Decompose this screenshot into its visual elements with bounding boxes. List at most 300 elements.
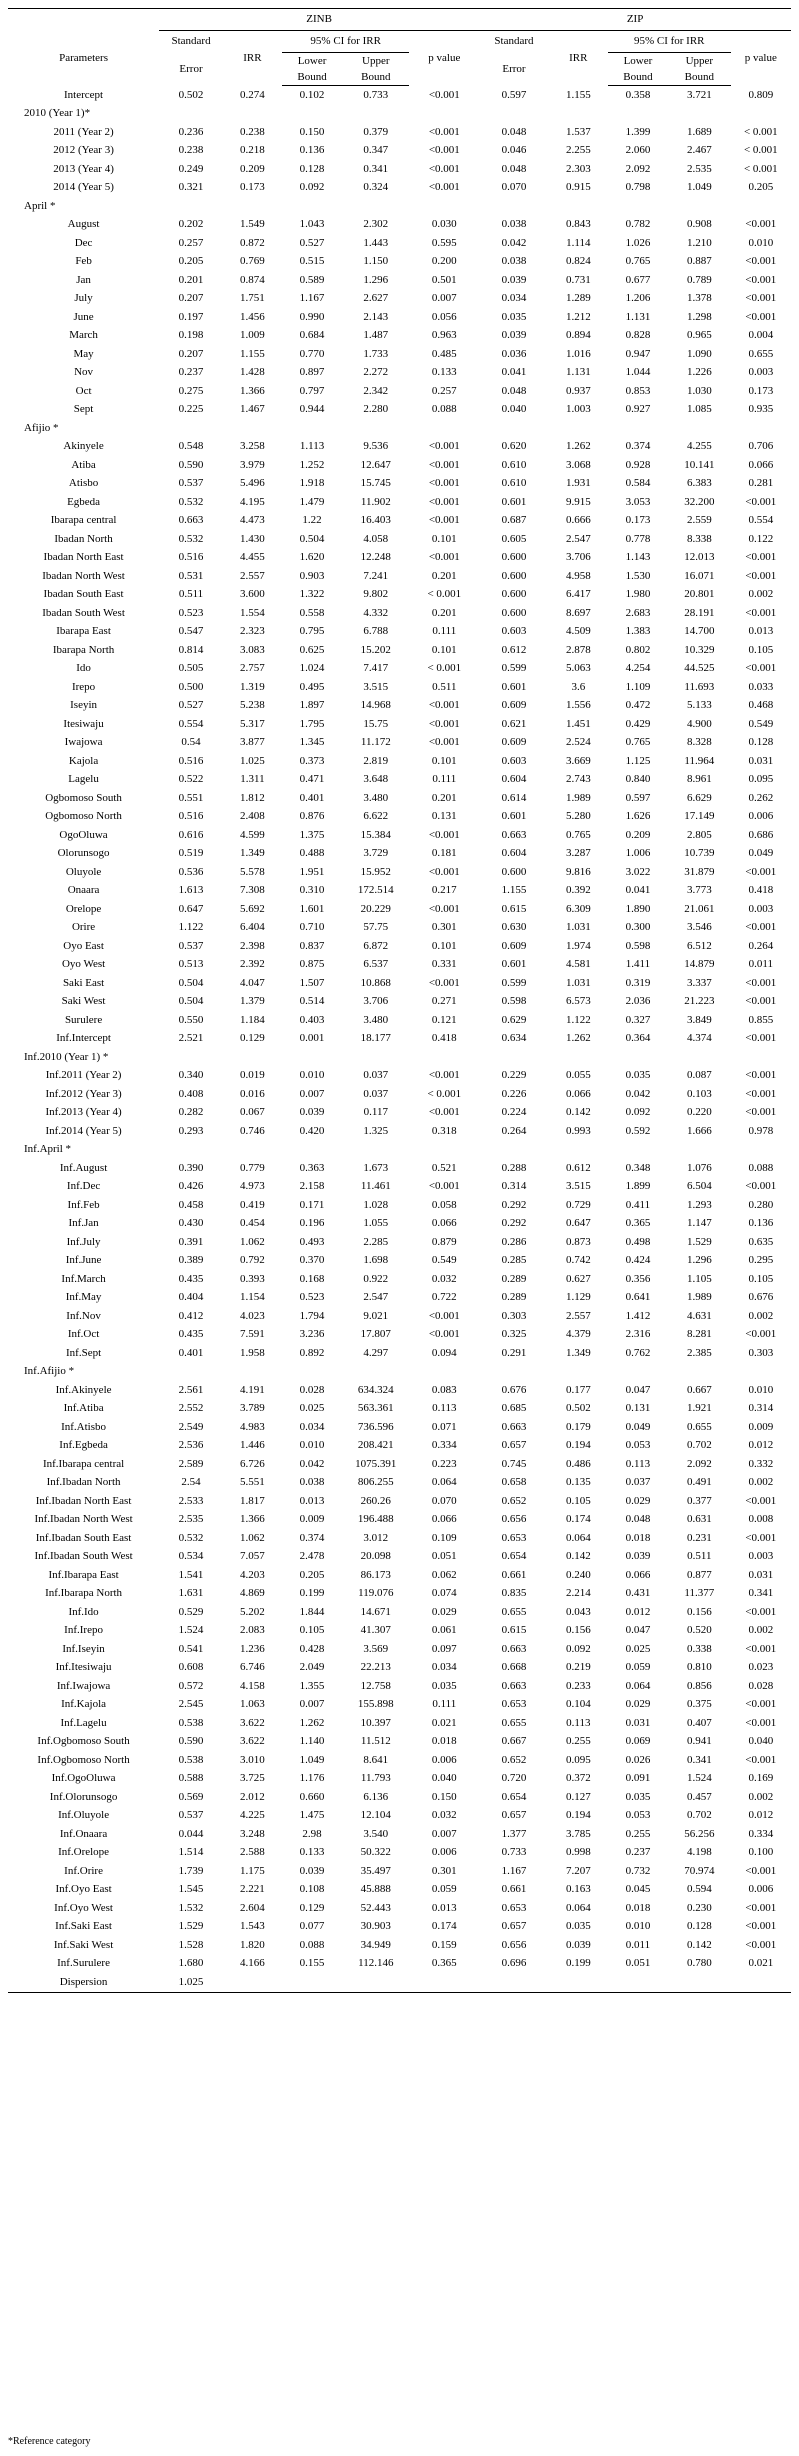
table-cell: 0.255 [625, 1827, 651, 1840]
table-cell: 0.127 [565, 1790, 591, 1803]
table-cell: 1.155 [501, 884, 527, 897]
table-cell [159, 1141, 223, 1160]
table-cell: 0.053 [625, 1439, 651, 1452]
table-cell [159, 1048, 223, 1067]
table-cell: 0.122 [748, 532, 774, 545]
table-cell: <0.001 [745, 865, 777, 878]
table-cell: 1.131 [625, 310, 651, 323]
table-cell: 1.601 [299, 902, 325, 915]
table-cell: 0.324 [363, 181, 389, 194]
table-row [8, 1474, 791, 1493]
table-cell: 0.061 [431, 1624, 457, 1637]
parameter-label: Inf.Ibadan North [46, 1476, 121, 1489]
table-cell: 0.620 [501, 440, 527, 453]
table-cell: 0.348 [625, 1161, 651, 1174]
table-cell: 0.551 [178, 791, 204, 804]
table-cell: 2.683 [625, 606, 651, 619]
parameter-label: Inf.Orelope [58, 1846, 110, 1859]
table-cell: 0.654 [501, 1550, 527, 1563]
table-cell: 5.063 [565, 662, 591, 675]
table-cell: 0.217 [431, 884, 457, 897]
table-cell: 0.318 [431, 1124, 457, 1137]
table-cell: 0.661 [501, 1883, 527, 1896]
table-cell: 2.323 [240, 625, 265, 638]
table-cell: 2.561 [178, 1383, 204, 1396]
table-cell: 4.158 [240, 1679, 265, 1692]
table-cell: 2.385 [686, 1346, 712, 1359]
table-cell: 1.289 [565, 292, 591, 305]
table-row [8, 845, 791, 864]
table-cell: 0.025 [299, 1402, 325, 1415]
table-cell: 2.743 [565, 773, 591, 786]
table-row [8, 1603, 791, 1622]
table-cell: 0.338 [686, 1642, 712, 1655]
table-cell: 0.789 [686, 273, 712, 286]
table-cell: 0.023 [748, 1661, 774, 1674]
table-cell: 0.720 [501, 1772, 527, 1785]
table-row [8, 1955, 791, 1974]
table-cell: 0.088 [299, 1938, 325, 1951]
table-row [8, 512, 791, 531]
table-cell: 1.528 [178, 1938, 204, 1951]
table-cell: 2.805 [686, 828, 712, 841]
table-cell: <0.001 [745, 292, 777, 305]
parameter-label: Egbeda [67, 495, 101, 508]
table-cell: 0.435 [178, 1328, 204, 1341]
table-row [8, 530, 791, 549]
table-cell: 2.588 [240, 1846, 265, 1859]
table-cell: 0.010 [299, 1439, 325, 1452]
table-cell: 0.301 [431, 921, 457, 934]
table-cell: 0.655 [686, 1420, 712, 1433]
results-table [8, 8, 791, 1993]
table-cell: 0.091 [625, 1772, 651, 1785]
table-cell: 112.146 [358, 1957, 394, 1970]
table-cell: 2.316 [625, 1328, 651, 1341]
table-cell: 4.332 [363, 606, 389, 619]
table-cell: 0.516 [178, 754, 204, 767]
table-cell: 0.012 [748, 1439, 774, 1452]
table-cell: 1.109 [625, 680, 651, 693]
parameter-label: Orelope [65, 902, 102, 915]
table-cell: 0.897 [299, 366, 325, 379]
table-cell: <0.001 [428, 902, 460, 915]
table-cell: 0.504 [178, 995, 204, 1008]
table-cell: 563.361 [357, 1402, 394, 1415]
table-cell: 0.531 [178, 569, 204, 582]
table-cell: 0.824 [565, 255, 591, 268]
table-row [8, 86, 791, 105]
table-cell: 1.175 [240, 1864, 265, 1877]
table-cell: 0.039 [299, 1864, 325, 1877]
table-cell: 1.812 [240, 791, 265, 804]
table-cell: 1.155 [240, 347, 265, 360]
table-cell: 0.486 [565, 1457, 591, 1470]
table-cell: 1.226 [686, 366, 712, 379]
table-cell: 1.236 [240, 1642, 265, 1655]
table-cell: 4.900 [686, 717, 712, 730]
table-row [8, 1270, 791, 1289]
table-cell: 2.285 [363, 1235, 389, 1248]
table-cell: 0.156 [565, 1624, 591, 1637]
table-cell: 0.034 [431, 1661, 457, 1674]
table-cell: 0.537 [178, 1809, 204, 1822]
table-cell: 0.347 [363, 144, 389, 157]
table-cell: 0.321 [178, 181, 204, 194]
table-cell: 0.375 [686, 1698, 712, 1711]
table-cell: 0.389 [178, 1254, 204, 1267]
table-cell: 1.009 [240, 329, 265, 342]
table-cell: 0.502 [565, 1402, 591, 1415]
table-cell: 2.536 [178, 1439, 204, 1452]
table-header [8, 9, 791, 86]
table-row [8, 1529, 791, 1548]
table-cell: 0.205 [178, 255, 204, 268]
table-cell [342, 1363, 409, 1382]
table-cell: 0.194 [565, 1439, 591, 1452]
table-cell: 0.048 [625, 1513, 651, 1526]
table-cell: 0.516 [178, 810, 204, 823]
table-cell: 0.537 [178, 477, 204, 490]
table-cell [342, 1141, 409, 1160]
table-cell: 0.855 [748, 1013, 774, 1026]
table-cell: 1.487 [363, 329, 389, 342]
table-row [8, 586, 791, 605]
table-cell: 4.203 [240, 1568, 265, 1581]
table-cell: 0.663 [501, 1642, 527, 1655]
table-cell: 1.025 [159, 1973, 223, 1992]
table-cell: 0.048 [501, 384, 527, 397]
table-cell: 0.978 [748, 1124, 774, 1137]
table-cell: 11.377 [684, 1587, 715, 1600]
table-cell: <0.001 [745, 1753, 777, 1766]
parameter-label: Inf.Onaara [59, 1827, 108, 1840]
table-cell: 0.810 [686, 1661, 712, 1674]
table-cell: 0.653 [501, 1698, 527, 1711]
parameter-label: Sept [73, 403, 94, 416]
table-cell: 0.173 [625, 514, 651, 527]
table-cell: 3.053 [625, 495, 651, 508]
table-cell: 0.374 [625, 440, 651, 453]
table-cell: 0.046 [501, 144, 527, 157]
table-cell: 0.026 [625, 1753, 651, 1766]
table-cell: < 0.001 [743, 162, 778, 175]
table-cell: <0.001 [745, 921, 777, 934]
table-row [8, 1381, 791, 1400]
zinb-lower-heading: Lower [297, 54, 327, 67]
table-cell: <0.001 [428, 865, 460, 878]
table-cell: 0.100 [748, 1846, 774, 1859]
table-cell: < 0.001 [427, 662, 462, 675]
table-cell: 0.780 [686, 1957, 712, 1970]
table-cell: 1.974 [565, 939, 591, 952]
table-cell: 0.733 [363, 88, 389, 101]
table-cell: 1.666 [686, 1124, 712, 1137]
parameter-label: Inf.April * [24, 1143, 72, 1156]
parameter-label: Dec [74, 236, 93, 249]
table-cell: 1.076 [686, 1161, 712, 1174]
table-row [8, 1178, 791, 1197]
table-cell [549, 105, 608, 124]
table-cell [342, 1973, 409, 1992]
table-cell: 4.473 [240, 514, 265, 527]
table-cell: 0.133 [299, 1846, 325, 1859]
table-cell: 1.325 [363, 1124, 389, 1137]
table-cell: 5.238 [240, 699, 265, 712]
table-cell: 0.113 [625, 1457, 651, 1470]
table-cell: 0.029 [431, 1605, 457, 1618]
table-cell: <0.001 [745, 1642, 777, 1655]
table-cell: 0.523 [178, 606, 204, 619]
table-cell: 5.133 [686, 699, 712, 712]
table-cell: 1.366 [240, 384, 265, 397]
table-row [8, 1418, 791, 1437]
table-cell: 2.545 [178, 1698, 204, 1711]
table-cell: 0.779 [240, 1161, 265, 1174]
table-cell: 0.066 [748, 458, 774, 471]
table-cell: 1.430 [240, 532, 265, 545]
table-row [8, 1492, 791, 1511]
table-cell: 1.366 [240, 1513, 265, 1526]
table-cell [668, 197, 731, 216]
table-cell [409, 419, 479, 438]
table-cell: 1.467 [240, 403, 265, 416]
table-cell: 11.793 [360, 1772, 391, 1785]
table-cell [668, 1141, 731, 1160]
table-cell: 0.511 [432, 680, 457, 693]
table-cell: 0.765 [565, 828, 591, 841]
table-cell: 0.722 [431, 1291, 457, 1304]
table-cell: <0.001 [745, 1087, 777, 1100]
table-cell: 0.424 [625, 1254, 651, 1267]
table-cell: <0.001 [428, 976, 460, 989]
table-cell: 2.408 [240, 810, 265, 823]
table-cell: 0.894 [565, 329, 591, 342]
table-cell: <0.001 [745, 1032, 777, 1045]
parameter-label: July [74, 292, 93, 305]
table-cell [282, 1141, 342, 1160]
table-cell: 0.282 [178, 1106, 204, 1119]
table-cell: 4.023 [240, 1309, 265, 1322]
table-cell: < 0.001 [427, 588, 462, 601]
table-cell: 3.877 [240, 736, 265, 749]
table-cell: 0.012 [748, 1809, 774, 1822]
table-cell: 1.412 [625, 1309, 651, 1322]
table-cell: 0.067 [240, 1106, 265, 1119]
table-cell: 7.417 [363, 662, 389, 675]
table-row [8, 900, 791, 919]
table-cell: 17.149 [684, 810, 715, 823]
table-cell [223, 1363, 282, 1382]
table-cell: 0.039 [299, 1106, 325, 1119]
parameter-label: Akinyele [63, 440, 104, 453]
table-cell: 1.049 [686, 181, 712, 194]
parameter-label: Inf.Ibadan South East [35, 1531, 132, 1544]
table-cell: 7.591 [240, 1328, 265, 1341]
table-cell: 2.255 [565, 144, 591, 157]
table-row [8, 734, 791, 753]
table-cell: 0.230 [686, 1901, 712, 1914]
table-cell: 0.042 [625, 1087, 651, 1100]
zip-pvalue-heading: p value [744, 51, 777, 64]
table-cell: 0.522 [178, 773, 204, 786]
table-cell: 8.641 [363, 1753, 389, 1766]
table-cell: 6.573 [565, 995, 591, 1008]
table-cell: 15.384 [360, 828, 391, 841]
parameter-label: Inf.Olorunsogo [49, 1790, 118, 1803]
table-cell: 1.931 [565, 477, 591, 490]
table-cell: 0.408 [178, 1087, 204, 1100]
parameter-label: Olorunsogo [57, 847, 110, 860]
table-cell: 0.589 [299, 273, 325, 286]
table-cell: 0.629 [501, 1013, 527, 1026]
table-cell: 0.663 [501, 828, 527, 841]
table-cell: 7.057 [240, 1550, 265, 1563]
table-cell: 0.040 [748, 1735, 774, 1748]
table-cell: 0.280 [748, 1198, 774, 1211]
table-cell: 3.022 [625, 865, 651, 878]
table-cell: 0.011 [748, 958, 773, 971]
table-cell: 0.393 [240, 1272, 265, 1285]
parameter-label: Inf.Intercept [56, 1032, 111, 1045]
table-cell: 260.26 [360, 1494, 391, 1507]
table-cell: 0.403 [299, 1013, 325, 1026]
table-cell: 0.892 [299, 1346, 325, 1359]
table-cell: 0.128 [299, 162, 325, 175]
table-cell: 10.739 [684, 847, 715, 860]
table-cell: 0.233 [565, 1679, 591, 1692]
table-row [8, 123, 791, 142]
table-row [8, 1196, 791, 1215]
table-cell: 0.655 [501, 1605, 527, 1618]
parameter-label: Onaara [67, 884, 100, 897]
table-cell: 0.879 [431, 1235, 457, 1248]
table-cell: 1.129 [565, 1291, 591, 1304]
table-cell: 3.6 [571, 680, 586, 693]
parameter-label: Ibarapa North [52, 643, 115, 656]
parameter-label: Inf.2012 (Year 3) [45, 1087, 122, 1100]
table-cell: 8.961 [686, 773, 712, 786]
table-cell: <0.001 [745, 1069, 777, 1082]
table-cell: 6.746 [240, 1661, 265, 1674]
table-row [8, 456, 791, 475]
table-cell: 0.519 [178, 847, 204, 860]
parameter-label: 2013 (Year 4) [53, 162, 114, 175]
table-row [8, 271, 791, 290]
table-cell: 0.201 [431, 569, 457, 582]
table-cell: 0.088 [431, 403, 457, 416]
table-cell [668, 419, 731, 438]
table-cell: 1.375 [299, 828, 325, 841]
parameter-label: Ibarapa East [56, 625, 111, 638]
table-cell: 0.941 [686, 1735, 712, 1748]
table-cell: 1.514 [178, 1846, 204, 1859]
parameter-label: 2010 (Year 1)* [24, 107, 91, 120]
table-cell: 1.378 [686, 292, 712, 305]
table-cell: 0.111 [432, 1698, 457, 1711]
table-cell: 12.248 [360, 551, 391, 564]
table-cell: 1.399 [625, 125, 651, 138]
table-cell: 1.795 [299, 717, 325, 730]
table-cell: 0.702 [686, 1809, 712, 1822]
parameter-label: Irepo [71, 680, 96, 693]
table-cell: 0.600 [501, 606, 527, 619]
table-cell: 0.373 [299, 754, 325, 767]
table-cell: 0.201 [431, 791, 457, 804]
table-cell: 0.600 [501, 865, 527, 878]
table-cell: <0.001 [745, 1106, 777, 1119]
table-cell: 3.789 [240, 1402, 265, 1415]
table-cell: 1.631 [178, 1587, 204, 1600]
parameter-label: Surulere [64, 1013, 103, 1026]
parameter-label: Inf.Saki East [55, 1920, 112, 1933]
parameter-label: Intercept [64, 88, 104, 101]
table-cell: 1.918 [299, 477, 325, 490]
table-cell: 0.513 [178, 958, 204, 971]
zinb-standard-heading: Standard [171, 35, 211, 48]
table-cell: 0.668 [501, 1661, 527, 1674]
table-cell: 0.418 [748, 884, 774, 897]
table-cell: 1.989 [565, 791, 591, 804]
table-cell: 1.147 [686, 1217, 712, 1230]
table-cell: 1.252 [299, 458, 325, 471]
table-cell: 21.223 [684, 995, 715, 1008]
parameter-label: August [67, 218, 100, 231]
table-cell: 0.588 [178, 1772, 204, 1785]
table-cell: 0.514 [299, 995, 325, 1008]
table-cell: <0.001 [745, 1698, 777, 1711]
table-cell: 0.710 [299, 921, 325, 934]
table-cell: 0.016 [240, 1087, 265, 1100]
table-cell: 0.419 [240, 1198, 265, 1211]
table-cell: 1.921 [686, 1402, 712, 1415]
table-cell: 0.610 [501, 477, 527, 490]
table-cell: 4.869 [240, 1587, 265, 1600]
table-cell: 0.009 [299, 1513, 325, 1526]
table-cell: <0.001 [428, 514, 460, 527]
table-row [8, 1899, 791, 1918]
table-cell: 3.979 [240, 458, 265, 471]
parameter-label: Inf.Sept [66, 1346, 102, 1359]
table-cell: 11.902 [360, 495, 391, 508]
table-cell: 2.535 [686, 162, 712, 175]
table-cell: 0.303 [501, 1309, 527, 1322]
table-cell: 9.802 [363, 588, 389, 601]
table-cell: 3.725 [240, 1772, 265, 1785]
table-row [8, 993, 791, 1012]
table-cell: 0.616 [178, 828, 204, 841]
table-cell: 0.101 [431, 532, 457, 545]
table-cell: 0.332 [748, 1457, 774, 1470]
table-cell [731, 419, 791, 438]
table-row [8, 808, 791, 827]
table-cell: 0.418 [431, 1032, 457, 1045]
table-cell: 2.627 [363, 292, 389, 305]
table-cell: 0.965 [686, 329, 712, 342]
table-cell: <0.001 [428, 1180, 460, 1193]
table-cell: <0.001 [428, 828, 460, 841]
table-cell: 12.104 [360, 1809, 391, 1822]
table-cell: 0.515 [299, 255, 325, 268]
table-row [8, 604, 791, 623]
table-cell [608, 419, 668, 438]
table-cell: 1.262 [299, 1716, 325, 1729]
table-cell: 0.225 [178, 403, 204, 416]
table-cell: 0.500 [178, 680, 204, 693]
table-cell: 3.773 [686, 884, 712, 897]
table-cell: 2.012 [240, 1790, 265, 1803]
table-row [8, 1344, 791, 1363]
